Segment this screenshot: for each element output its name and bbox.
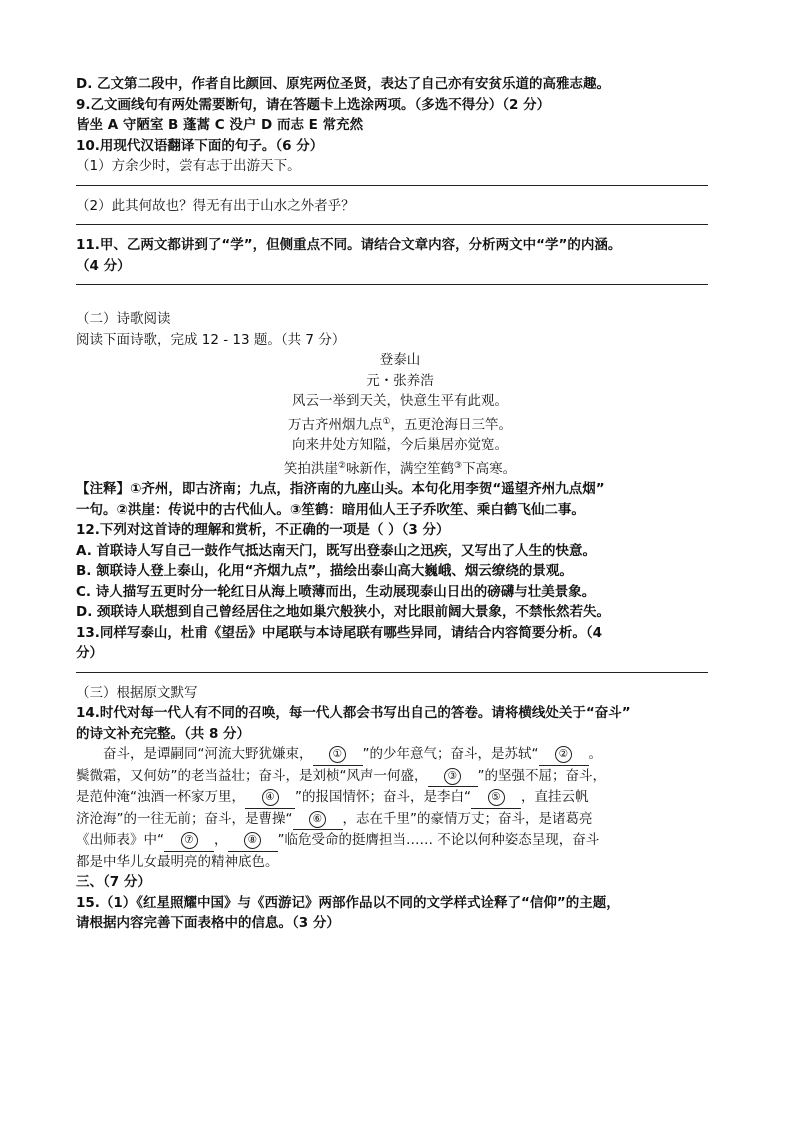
q11-stem-2: （4 分） <box>76 257 131 274</box>
q14-passage-line-6: 都是中华儿女最明亮的精神底色。 <box>76 853 279 870</box>
fill-blank-2: ② <box>539 744 589 766</box>
q15-line-1: 15.（1）《红星照耀中国》与《西游记》两部作品以不同的文学样式诠释了“信仰”的主题， <box>76 894 620 911</box>
section-2-heading: （二）诗歌阅读 <box>76 311 171 327</box>
note-ref-3: ③ <box>454 460 463 471</box>
q12-option-c: C. 诗人描写五更时分一轮红日从海上喷薄而出，生动展现泰山日出的磅礴与壮美景象。 <box>76 583 596 600</box>
q8-option-d: D. 乙文第二段中，作者自比颜回、原宪两位圣贤，表达了自己亦有安贫乐道的高雅志趣。 <box>76 76 611 92</box>
poem-title: 登泰山 <box>379 352 421 368</box>
poem-line-4-b: 咏新作，满空笙鹤 <box>346 460 454 477</box>
fill-blank-1: ① <box>313 744 363 766</box>
answer-line <box>76 177 708 186</box>
answer-line <box>76 276 708 285</box>
note-ref-1: ① <box>382 416 391 427</box>
q14-passage-line-1: 奋斗，是谭嗣同“河流大野犹嫌束， ① ”的少年意气；奋斗，是苏轼“ ② 。 <box>76 744 724 766</box>
q15-line-2: 请根据内容完善下面表格中的信息。（3 分） <box>76 915 340 931</box>
q12-stem: 12.下列对这首诗的理解和赏析，不正确的一项是（ ）（3 分） <box>76 522 450 538</box>
answer-line <box>76 216 708 225</box>
poem-line-2-b: ，五更沧海日三竿。 <box>390 416 513 433</box>
poem-line-2-a: 万古齐州烟九点 <box>287 416 383 433</box>
part-3-heading: 三、（7 分） <box>76 874 151 890</box>
q9-sentence: 皆坐 A 守陋室 B 蓬蒿 C 没户 D 而志 E 常充然 <box>76 117 364 133</box>
poem-line-2 <box>76 412 724 436</box>
fill-blank-4: ④ <box>245 787 295 809</box>
section-3-heading: （三）根据原文默写 <box>76 684 198 701</box>
section-2-instruction: 阅读下面诗歌，完成 12 - 13 题。（共 7 分） <box>76 331 346 348</box>
notes-line-1: 【注释】①齐州，即古济南；九点，指济南的九座山头。本句化用李贺“遥望齐州九点烟” <box>76 481 605 497</box>
poem-line-4-a: 笑拍洪崖 <box>283 460 338 477</box>
answer-line <box>76 664 708 673</box>
q14-passage-line-3: 是范仲淹“浊酒一杯家万里， ④ ”的报国情怀；奋斗，是李白“ ⑤ ，直挂云帆 <box>76 787 724 809</box>
q14-stem-2: 的诗文补充完整。（共 8 分） <box>76 725 251 742</box>
poem-line-1: 风云一举到天关，快意生平有此观。 <box>292 393 508 409</box>
poem-line-3: 向来井处方知隘，今后巢居亦觉宽。 <box>292 437 508 453</box>
note-ref-2: ② <box>337 460 346 471</box>
q10-item-2: （2）此其何故也？得无有出于山水之外者乎？ <box>76 197 355 214</box>
q12-option-d: D. 颈联诗人联想到自己曾经居住之地如巢穴般狭小，对比眼前阔大景象，不禁怅然若失。 <box>76 604 611 620</box>
q14-stem-1: 14.时代对每一代人有不同的召唤，每一代人都会书写出自己的答卷。请将横线处关于“奋斗” <box>76 705 631 721</box>
fill-blank-6: ⑥ <box>293 809 343 831</box>
q10-item-1: （1）方余少时，尝有志于出游天下。 <box>76 158 301 174</box>
fill-blank-5: ⑤ <box>471 787 521 809</box>
q12-option-b: B. 颔联诗人登上泰山，化用“齐烟九点”，描绘出泰山高大巍峨、烟云缭绕的景观。 <box>76 563 573 579</box>
fill-blank-8: ⑧ <box>228 830 278 852</box>
poem-line-4 <box>76 456 724 480</box>
exam-page <box>76 74 724 934</box>
q14-passage-line-2: 鬓微霜，又何妨”的老当益壮；奋斗，是刘桢“风声一何盛， ③ ”的坚强不屈；奋斗， <box>76 766 724 788</box>
q14-passage-line-5: 《出师表》中“ ⑦ ， ⑧ ”临危受命的挺膺担当…… 不论以何种姿态呈现，奋斗 <box>76 830 724 852</box>
q10-stem: 10.用现代汉语翻译下面的句子。（6 分） <box>76 137 324 154</box>
fill-blank-3: ③ <box>428 766 478 788</box>
notes-line-2: 一句。②洪崖：传说中的古代仙人。③笙鹤：暗用仙人王子乔吹笙、乘白鹤飞仙二事。 <box>76 501 585 518</box>
q14-passage-line-4: 济沧海”的一往无前；奋斗，是曹操“ ⑥ ，志在千里”的豪情万丈；奋斗，是诸葛亮 <box>76 809 724 831</box>
poem-line-4-c: 下高寒。 <box>462 460 517 477</box>
q12-option-a: A. 首联诗人写自己一鼓作气抵达南天门，既写出登泰山之迅疾，又写出了人生的快意。 <box>76 542 597 559</box>
q9-stem: 9.乙文画线句有两处需要断句，请在答题卡上选涂两项。（多选不得分）（2 分） <box>76 96 551 113</box>
q11-stem-1: 11.甲、乙两文都讲到了“学”，但侧重点不同。请结合文章内容，分析两文中“学”的内涵。 <box>76 237 622 253</box>
poem-author: 元・张养浩 <box>366 372 434 389</box>
q13-stem-2: 分） <box>76 645 103 661</box>
fill-blank-7: ⑦ <box>164 830 214 852</box>
q13-stem-1: 13.同样写泰山，杜甫《望岳》中尾联与本诗尾联有哪些异同，请结合内容简要分析。（4 <box>76 624 603 641</box>
